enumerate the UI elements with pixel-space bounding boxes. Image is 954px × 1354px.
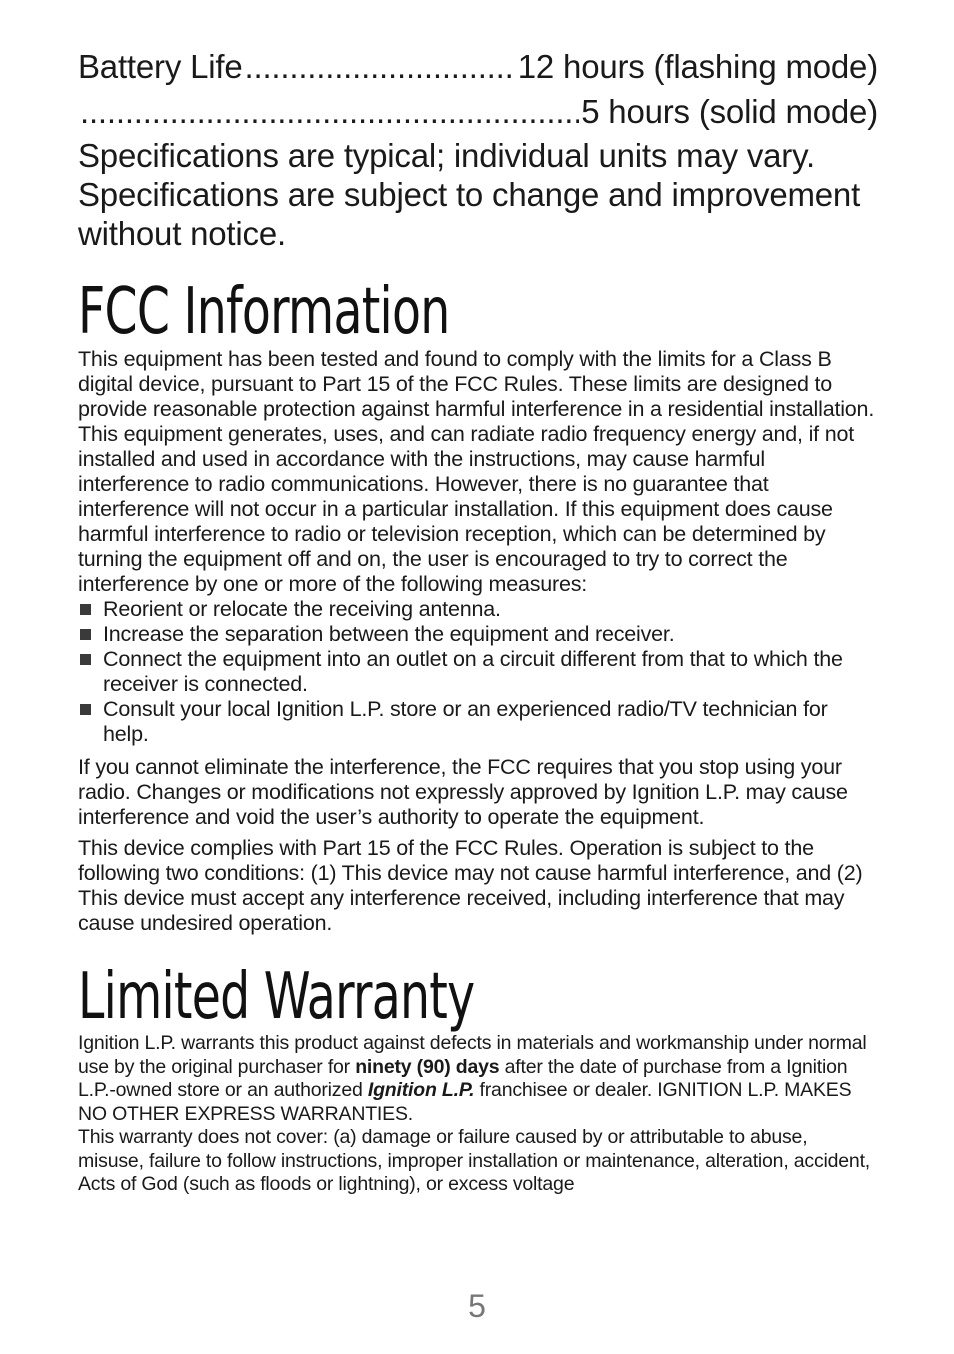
warranty-text-segment: after the date of purchase from a Ignition L.P.-owned store or an authorized bbox=[78, 1055, 848, 1101]
battery-life-row-solid bbox=[78, 89, 878, 134]
square-bullet-icon bbox=[80, 629, 91, 640]
brand-name: Ignition L.P. bbox=[367, 1079, 475, 1101]
limited-warranty-heading: Limited Warranty bbox=[78, 960, 475, 1034]
fcc-paragraph-1: This equipment has been tested and found to comply with the limits for a Class B digital device, pursuant to Part 15 of the FCC Rules. These limits are designed to provide reasonable protection against harmful interference in a residential installation. This equipment generates, uses, and can radiate radio frequency energy and, if not installed and used in accordance with the instructions, may cause harmful interference to radio communications. However, there is no guarantee that interference will not occur in a particular installation. If this equipment does cause harmful interference to radio or television reception, which can be determined by turning the equipment off and on, the user is encouraged to try to correct the interference by one or more of the following measures: bbox=[78, 347, 875, 596]
measure-text: Connect the equipment into an outlet on a circuit different from that to which the receiver is connected. bbox=[103, 647, 843, 696]
manual-page bbox=[78, 44, 878, 1197]
list-item bbox=[78, 597, 878, 622]
leader-dots bbox=[245, 44, 516, 89]
measure-text: Increase the separation between the equipment and receiver. bbox=[103, 622, 675, 646]
list-item bbox=[78, 697, 878, 747]
fcc-paragraph-2: If you cannot eliminate the interference, the FCC requires that you stop using your radio. Changes or modifications not expressly approved by Ignition L.P. may cause interference and void the user’s authority to operate the equipment. bbox=[78, 755, 848, 829]
list-item bbox=[78, 647, 878, 697]
square-bullet-icon bbox=[80, 654, 91, 665]
square-bullet-icon bbox=[80, 604, 91, 615]
page-number: 5 bbox=[468, 1288, 486, 1324]
battery-life-flashing-value: 12 hours (flashing mode) bbox=[517, 48, 878, 85]
square-bullet-icon bbox=[80, 704, 91, 715]
measure-text: Consult your local Ignition L.P. store or an experienced radio/TV technician for help. bbox=[103, 697, 828, 746]
battery-life-row-flashing bbox=[78, 44, 878, 89]
measure-text: Reorient or relocate the receiving antenna. bbox=[103, 597, 501, 621]
warranty-period: ninety (90) days bbox=[355, 1055, 500, 1078]
fcc-paragraph-3: This device complies with Part 15 of the FCC Rules. Operation is subject to the following two conditions: (1) This device may not cause harmful interference, and (2) This device must accept any interference received, including interference that may cause undesired operation. bbox=[78, 836, 863, 935]
warranty-paragraph-1 bbox=[78, 1032, 878, 1126]
specifications-note: Specifications are typical; individual units may vary. Specifications are subject to change and improvement without notice. bbox=[78, 137, 861, 252]
fcc-information-heading: FCC Information bbox=[78, 275, 450, 349]
fcc-measures-list bbox=[78, 597, 878, 747]
list-item bbox=[78, 622, 878, 647]
warranty-paragraph-2: This warranty does not cover: (a) damage or failure caused by or attributable to abuse, misuse, failure to follow instructions, improper installation or maintenance, alteration, accident, Acts of God (such as floods or lightning), or excess voltage bbox=[78, 1126, 871, 1195]
warranty-text-segment: Ignition L.P. warrants this product against defects in materials and workmanship under normal use by the original purchaser for bbox=[78, 1032, 867, 1078]
battery-life-label: Battery Life bbox=[78, 48, 243, 85]
warranty-text-segment: franchisee or dealer. IGNITION L.P. MAKES NO OTHER EXPRESS WARRANTIES. bbox=[78, 1079, 852, 1125]
battery-life-solid-value: 5 hours (solid mode) bbox=[581, 93, 878, 130]
leader-dots bbox=[80, 89, 579, 134]
